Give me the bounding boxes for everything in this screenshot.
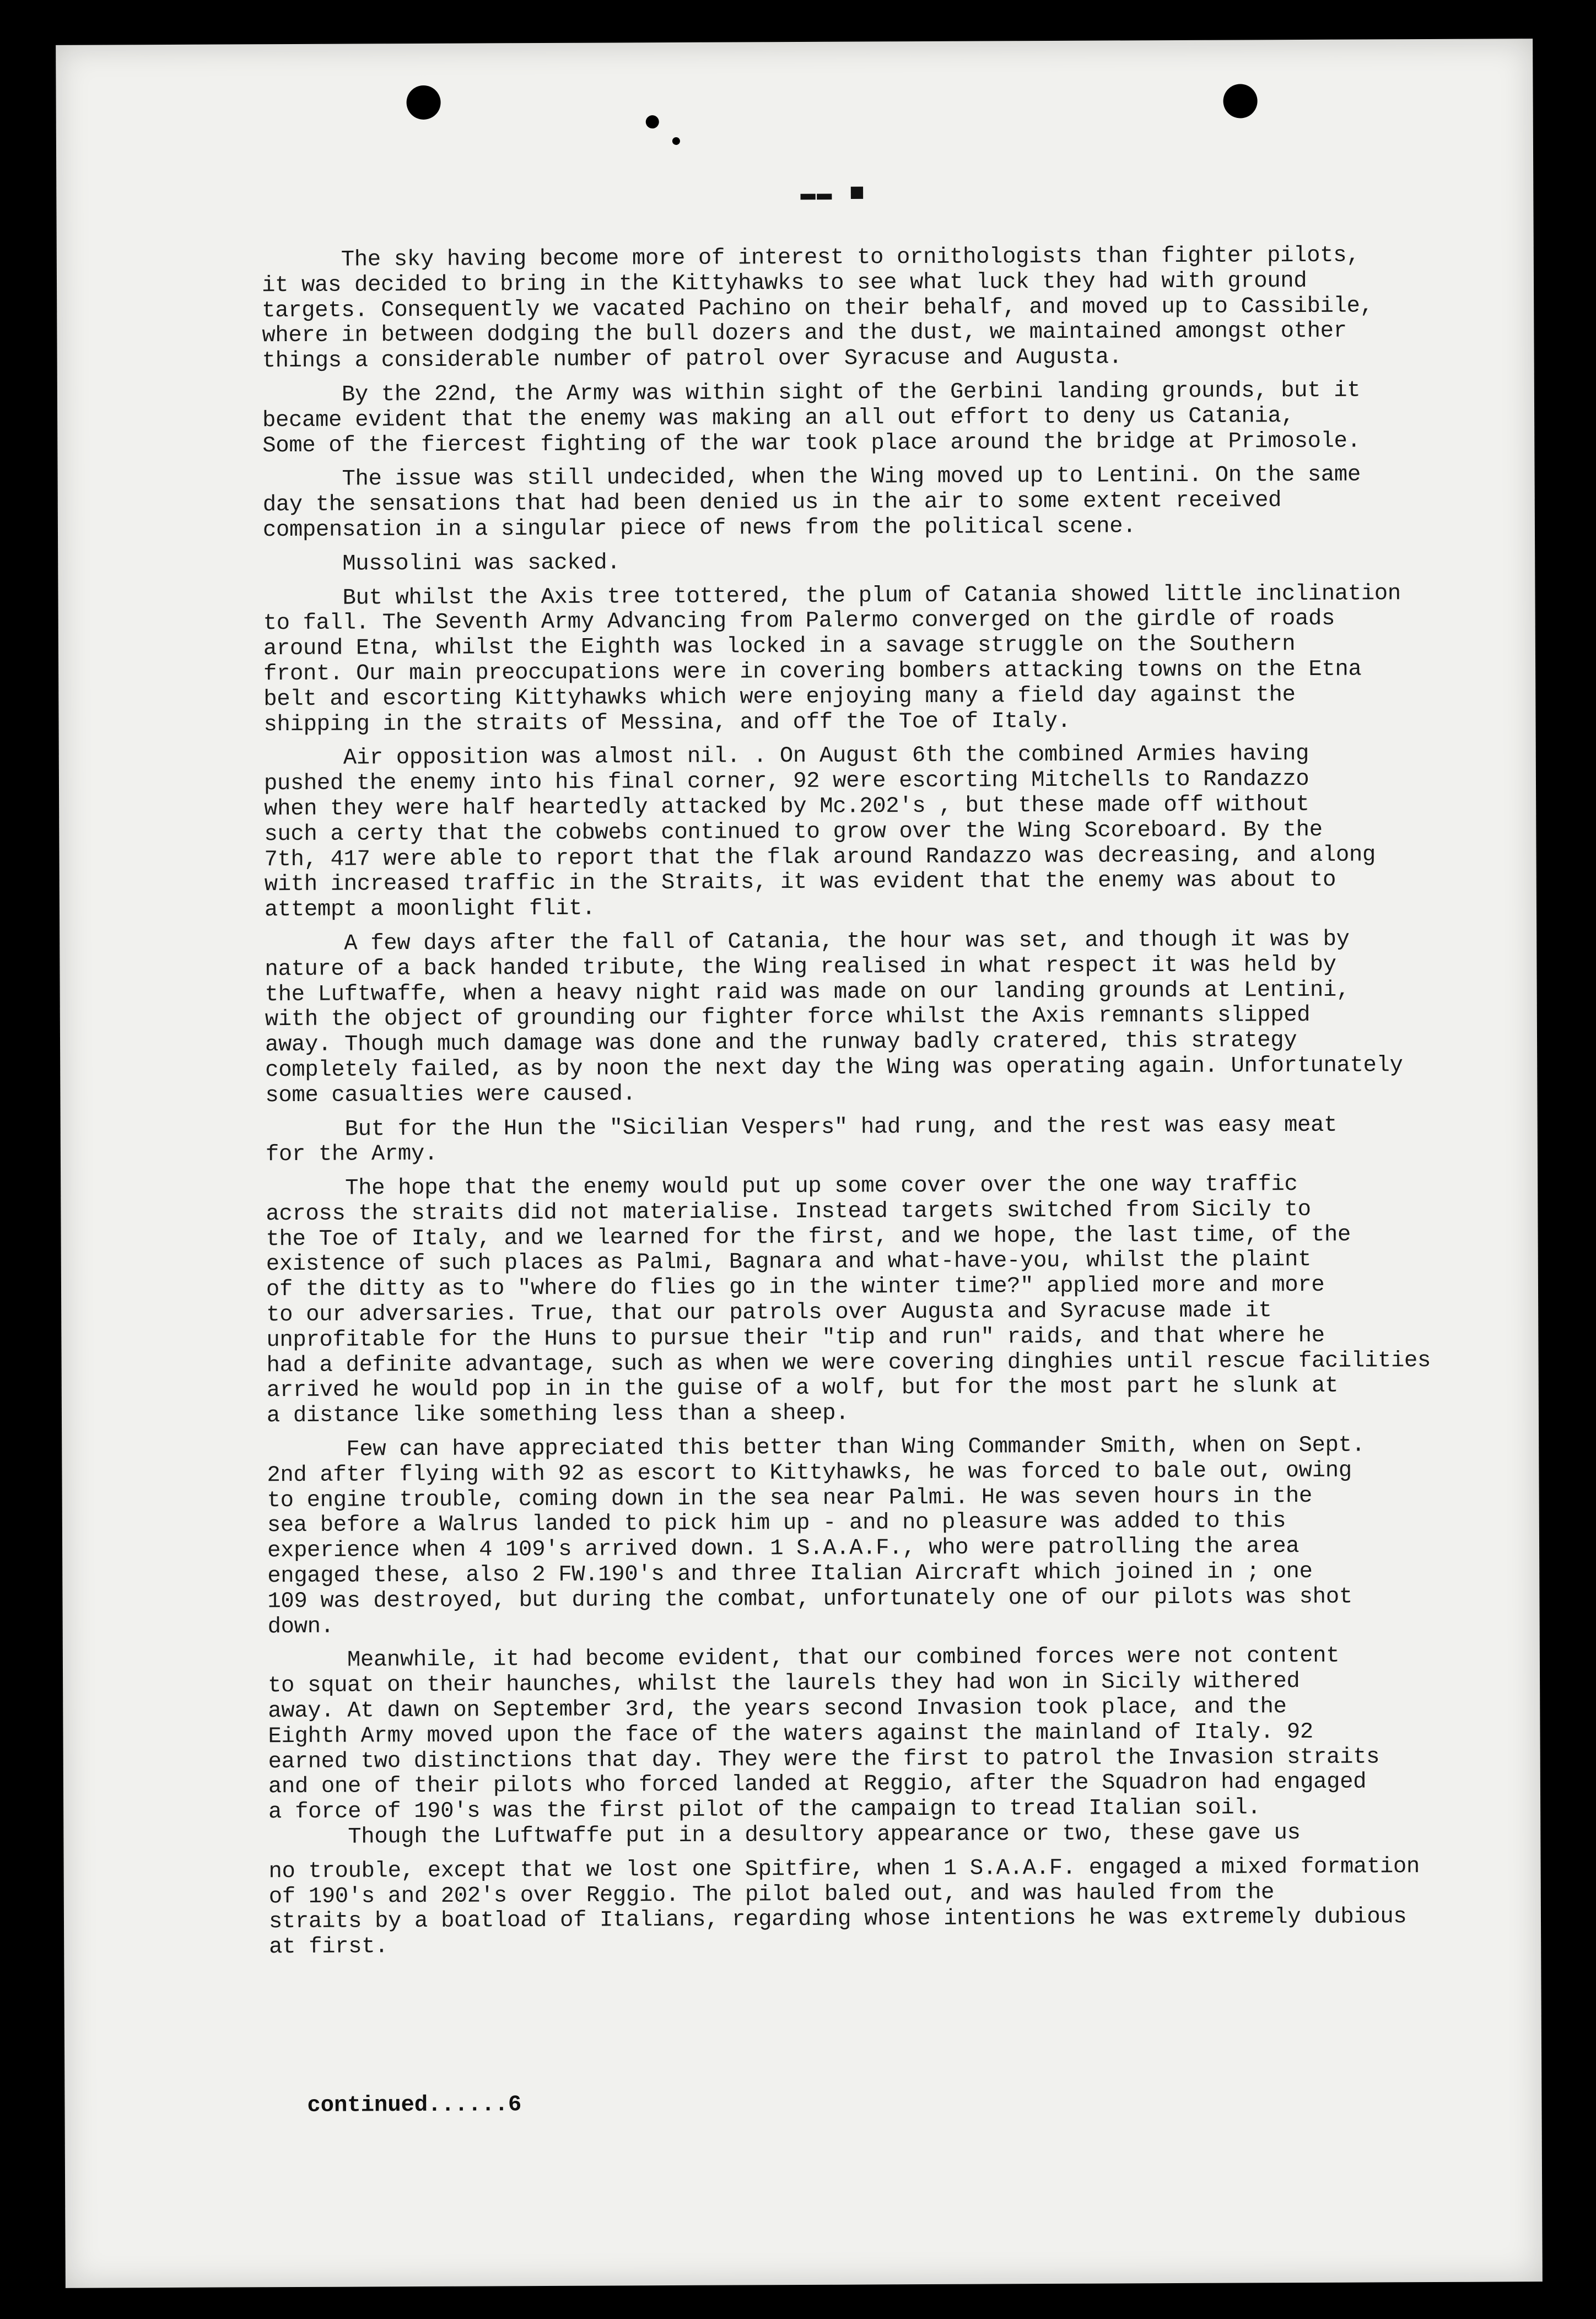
text-line: Few can have appreciated this better than Wing Commander Smith, when on Sept. [227, 1432, 1365, 1463]
ink-blot [672, 137, 680, 145]
text-line: The hope that the enemy would put up some cover over the one way traffic [226, 1172, 1298, 1202]
text-line: it was decided to bring in the Kittyhawks to see what luck they had with ground [222, 268, 1307, 299]
text-line: away. At dawn on September 3rd, the years second Invasion took place, and the [228, 1694, 1287, 1724]
text-line: experience when 4 109's arrived down. 1 S.A.A.F., who were patrolling the area [227, 1534, 1300, 1564]
text-line: to our adversaries. True, that our patrols over Augusta and Syracuse made it [227, 1298, 1272, 1328]
text-line: Meanwhile, it had become evident, that our combined forces were not content [228, 1643, 1340, 1674]
text-line: belt and escorting Kittyhawks which were enjoying many a field day against the [224, 682, 1296, 713]
text-line: day the sensations that had been denied us in the air to some extent received [223, 488, 1282, 518]
text-line: shipping in the straits of Messina, and off the Toe of Italy. [224, 708, 1071, 738]
page-header-mark: ▬▬ ■ [800, 179, 866, 208]
text-line: such a certy that the cobwebs continued to grow over the Wing Scoreboard. By the [224, 817, 1323, 848]
text-line: completely failed, as by noon the next day the Wing was operating again. Unfortunately [225, 1053, 1403, 1083]
text-line: no trouble, except that we lost one Spitfire, when 1 S.A.A.F. engaged a mixed formation [229, 1853, 1420, 1885]
text-line: things a considerable number of patrol over Syracuse and Augusta. [222, 344, 1123, 374]
text-line: the Luftwaffe, when a heavy night raid was made on our landing grounds at Lentini, [225, 977, 1350, 1008]
text-line: for the Army. [225, 1141, 438, 1168]
text-line: earned two distinctions that day. They were the first to patrol the Invasion straits [228, 1744, 1380, 1775]
text-line: nature of a back handed tribute, the Wing realised in what respect it was held by [225, 952, 1336, 983]
text-line: A few days after the fall of Catania, the hour was set, and though it was by [225, 926, 1350, 957]
text-line: some casualties were caused. [225, 1081, 636, 1109]
text-line: 7th, 417 were able to report that the flak around Randazzo was decreasing, and along [224, 842, 1376, 873]
text-line: But whilst the Axis tree tottered, the plum of Catania showed little inclination [223, 580, 1401, 612]
text-line: unprofitable for the Huns to pursue their "tip and run" raids, and that where he [227, 1323, 1325, 1353]
text-line: straits by a boatload of Italians, regarding whose intentions he was extremely dubious [229, 1904, 1407, 1935]
text-line: with increased traffic in the Straits, it was evident that the enemy was about to [224, 867, 1336, 898]
text-line: engaged these, also 2 FW.190's and three Italian Aircraft which joined in ; one [228, 1558, 1313, 1589]
text-line: existence of such places as Palmi, Bagnara and what-have-you, whilst the plaint [226, 1247, 1312, 1278]
text-line: of the ditty as to "where do flies go in the winter time?" applied more and more [226, 1272, 1325, 1303]
text-line: targets. Consequently we vacated Pachino on their behalf, and moved up to Cassibile, [222, 293, 1373, 324]
text-line: Mussolini was sacked. [223, 550, 621, 578]
text-line: the Toe of Italy, and we learned for the first, and we hope, the last time, of the [226, 1222, 1351, 1253]
text-line: down. [228, 1614, 334, 1640]
text-line: Though the Luftwaffe put in a desultory appearance or two, these gave us [229, 1820, 1301, 1851]
document-page [56, 39, 1543, 2288]
continued-footer: continued......6 [307, 2092, 522, 2118]
text-line: and one of their pilots who forced landed at Reggio, after the Squadron had engaged [228, 1769, 1367, 1800]
text-line: Eighth Army moved upon the face of the waters against the mainland of Italy. 92 [228, 1719, 1313, 1750]
text-line: to engine trouble, coming down in the sea near Palmi. He was seven hours in the [227, 1483, 1313, 1514]
ink-blot [646, 115, 659, 128]
text-line: when they were half heartedly attacked by Mc.202's , but these made off without [224, 791, 1309, 822]
text-line: where in between dodging the bull dozers and the dust, we maintained amongst other [222, 319, 1347, 349]
text-line: Some of the fiercest fighting of the war took place around the bridge at Primosole. [223, 428, 1361, 459]
text-line: By the 22nd, the Army was within sight of the Gerbini landing grounds, but it [222, 377, 1361, 408]
text-line: front. Our main preoccupations were in covering bombers attacking towns on the Etna [224, 656, 1362, 687]
text-line: But for the Hun the "Sicilian Vespers" had rung, and the rest was easy meat [225, 1112, 1338, 1143]
text-line: compensation in a singular piece of news from the political scene. [223, 514, 1136, 543]
text-line: had a definite advantage, such as when we were covering dinghies until rescue facilities [227, 1347, 1431, 1379]
text-line: 2nd after flying with 92 as escort to Kittyhawks, he was forced to bale out, owing [227, 1458, 1352, 1489]
text-line: at first. [229, 1934, 389, 1960]
text-line: became evident that the enemy was making an all out effort to deny us Catania, [223, 403, 1295, 434]
text-line: to squat on their haunches, whilst the laurels they had won in Sicily withered [228, 1669, 1300, 1699]
text-line: The sky having become more of interest to ornithologists than fighter pilots, [222, 242, 1360, 273]
text-line: arrived he would pop in in the guise of a wolf, but for the most part he slunk at [227, 1373, 1339, 1404]
punch-hole-right [1223, 84, 1257, 118]
text-line: attempt a moonlight flit. [224, 896, 596, 923]
text-line: of 190's and 202's over Reggio. The pilot baled out, and was hauled from the [229, 1879, 1275, 1910]
text-line: with the object of grounding our fighter force whilst the Axis remnants slipped [225, 1002, 1311, 1033]
text-line: across the straits did not materialise. Instead targets switched from Sicily to [226, 1196, 1311, 1227]
text-line: a distance like something less than a sheep. [227, 1400, 849, 1429]
punch-hole-left [406, 85, 440, 120]
text-line: 109 was destroyed, but during the combat, unfortunately one of our pilots was shot [228, 1584, 1352, 1615]
text-line: pushed the enemy into his final corner, 92 were escorting Mitchells to Randazzo [224, 767, 1309, 797]
text-line: sea before a Walrus landed to pick him up - and no pleasure was added to this [227, 1508, 1286, 1539]
text-line: a force of 190's was the first pilot of the campaign to tread Italian soil. [229, 1795, 1261, 1825]
text-line: around Etna, whilst the Eighth was locked in a savage struggle on the Southern [223, 632, 1296, 662]
document-body [222, 242, 1552, 1960]
text-line: Air opposition was almost nil. . On August 6th the combined Armies having [224, 741, 1309, 772]
text-line: to fall. The Seventh Army Advancing from Palermo converged on the girdle of roads [223, 606, 1335, 637]
text-line: The issue was still undecided, when the Wing moved up to Lentini. On the same [223, 462, 1361, 493]
text-line: away. Though much damage was done and the runway badly cratered, this strategy [225, 1028, 1297, 1058]
